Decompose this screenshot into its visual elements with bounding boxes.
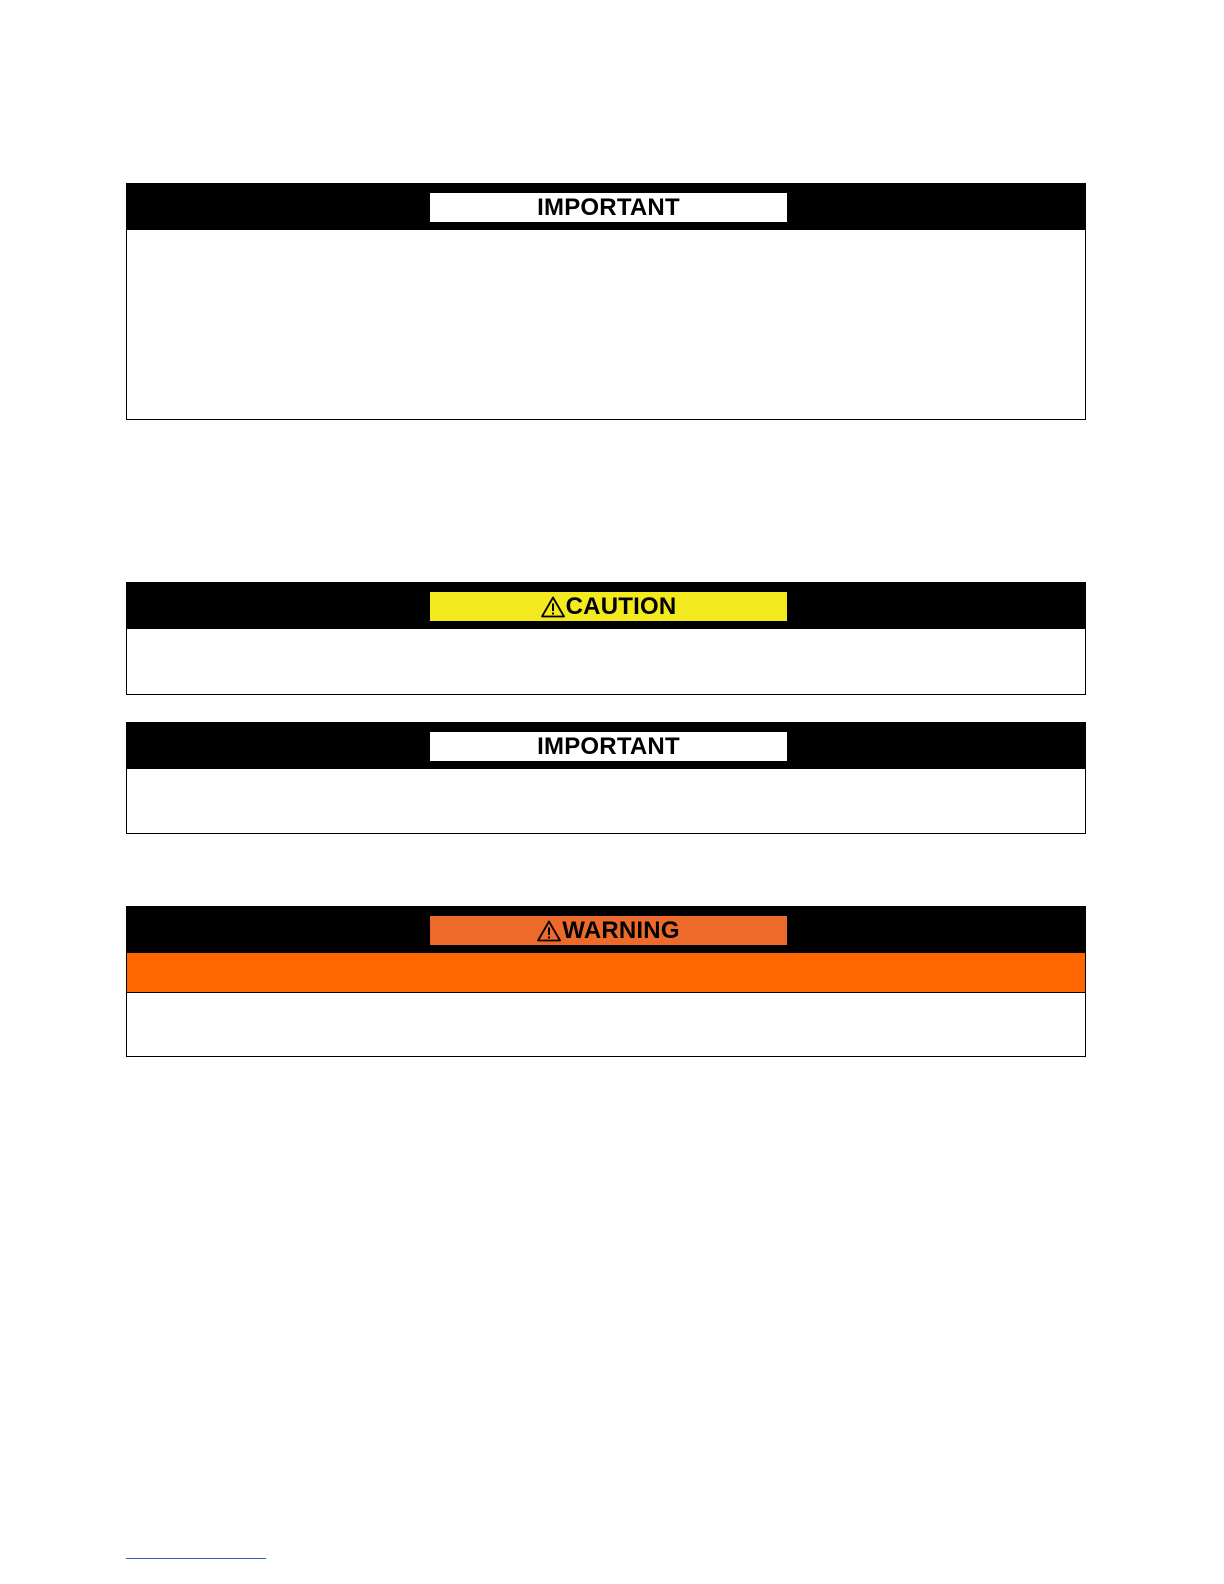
footnote-separator [126, 1558, 266, 1559]
warning-label-text: WARNING [562, 917, 680, 944]
important-notice-box [126, 722, 1086, 834]
notice-header [127, 723, 1085, 769]
warning-notice-box [126, 906, 1086, 1057]
notice-body [127, 230, 1085, 419]
notice-body [127, 629, 1085, 694]
warning-label [430, 916, 787, 945]
notice-header [127, 907, 1085, 953]
notice-header [127, 583, 1085, 629]
notice-body [127, 769, 1085, 833]
caution-label-text: CAUTION [565, 593, 677, 620]
caution-label [430, 592, 787, 621]
important-label [430, 732, 787, 761]
warning-color-band [127, 953, 1085, 993]
notice-header [127, 184, 1085, 230]
warning-triangle-icon [541, 596, 565, 618]
warning-triangle-icon [537, 920, 561, 942]
important-label [430, 193, 787, 222]
important-notice-box [126, 183, 1086, 420]
important-label-text: IMPORTANT [537, 733, 680, 760]
notice-body [127, 993, 1085, 1056]
important-label-text: IMPORTANT [537, 194, 680, 221]
caution-notice-box [126, 582, 1086, 695]
